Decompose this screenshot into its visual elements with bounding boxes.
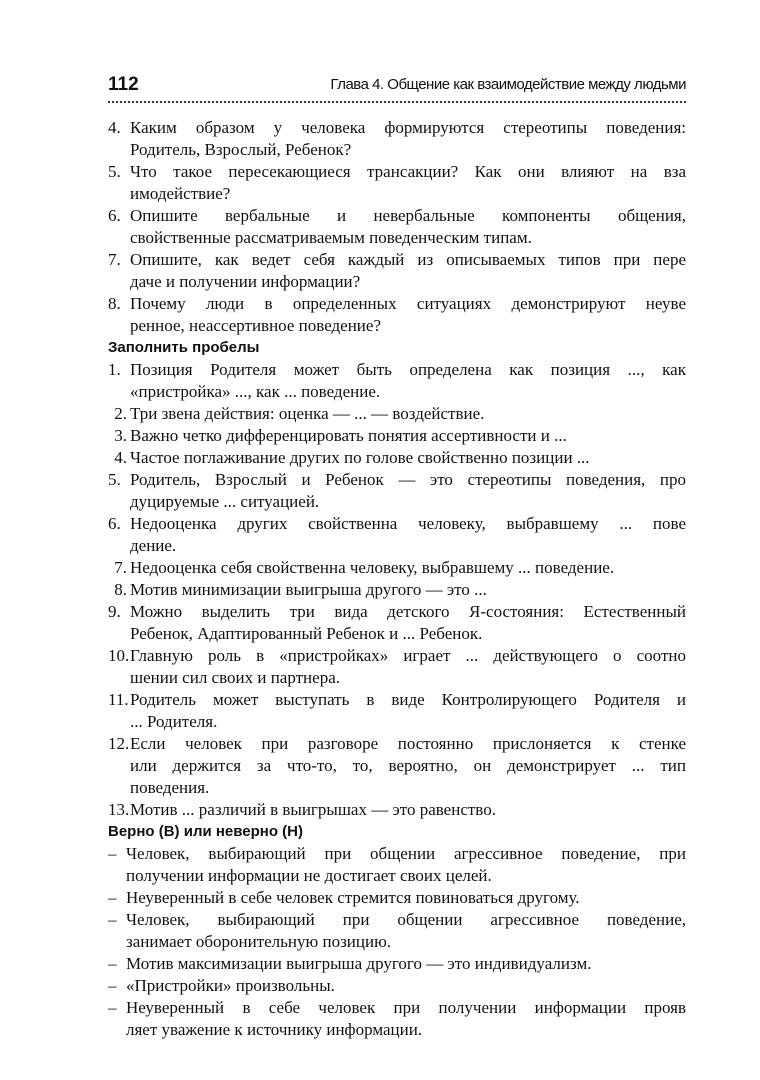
item-line: получении информации не достигает своих целей.: [126, 866, 492, 885]
question-item: [108, 161, 686, 205]
item-number: 12.: [108, 734, 130, 753]
item-number: 9.: [108, 602, 121, 621]
tf-item: [108, 975, 686, 997]
item-number: 4.: [114, 448, 127, 467]
item-number: 1.: [108, 360, 121, 379]
tf-item: [108, 909, 686, 953]
item-line: шении сил своих и партнера.: [130, 668, 340, 687]
section-heading-true-false: Верно (В) или неверно (Н): [108, 823, 303, 840]
gap-item: [108, 557, 686, 579]
item-number: 11.: [108, 690, 129, 709]
gap-item: [108, 359, 686, 403]
item-line: Мотив ... различий в выигрышах — это равенство.: [130, 800, 496, 819]
item-line: Три звена действия: оценка — ... — воздействие.: [130, 404, 485, 423]
item-line: поведения.: [130, 778, 210, 797]
item-line: Можно выделить три вида детского Я-состояния: Естественный: [130, 602, 686, 621]
question-item: [108, 293, 686, 337]
header-divider: [108, 101, 686, 103]
item-number: 10.: [108, 646, 130, 665]
page-header: [108, 74, 686, 98]
gap-item: [108, 601, 686, 645]
gap-item: [108, 579, 686, 601]
item-line: дуцируемые ... ситуацией.: [130, 492, 320, 511]
item-number: 2.: [114, 404, 127, 423]
item-line: Человек, выбирающий при общении агрессивное поведение,: [126, 910, 686, 929]
item-line: занимает оборонительную позицию.: [126, 932, 392, 951]
gap-item: [108, 425, 686, 447]
gap-item: [108, 799, 686, 821]
page-body: [108, 117, 686, 1041]
dash-bullet: –: [108, 844, 117, 863]
item-number: 5.: [108, 162, 121, 181]
item-line: Родитель, Взрослый, Ребенок?: [130, 140, 352, 159]
item-line: Мотив минимизации выигрыша другого — это ...: [130, 580, 487, 599]
gap-item: [108, 513, 686, 557]
item-line: свойственные рассматриваемым поведенческим типам.: [130, 228, 532, 247]
item-line: «Пристройки» произвольны.: [126, 976, 335, 995]
item-number: 7.: [108, 250, 121, 269]
tf-item: [108, 843, 686, 887]
section-heading-fill-gaps: Заполнить пробелы: [108, 339, 260, 356]
item-line: имодействие?: [130, 184, 231, 203]
gap-item: [108, 447, 686, 469]
item-line: Неуверенный в себе человек стремится повиноваться другому.: [126, 888, 580, 907]
page-number: 112: [108, 74, 139, 95]
item-line: Недооценка других свойственна человеку, выбравшему ... пове: [130, 514, 686, 533]
item-line: Каким образом у человека формируются стереотипы поведения:: [130, 118, 686, 137]
item-number: 8.: [108, 294, 121, 313]
running-head: Глава 4. Общение как взаимодействие между людьми: [330, 76, 686, 93]
item-line: Важно четко дифференцировать понятия ассертивности и ...: [130, 426, 567, 445]
item-line: Главную роль в «пристройках» играет ... действующего о соотно: [130, 646, 686, 665]
fill-gaps-list: [108, 359, 686, 821]
gap-item: [108, 469, 686, 513]
item-line: Мотив максимизации выигрыша другого — это индивидуализм.: [126, 954, 592, 973]
item-line: Почему люди в определенных ситуациях демонстрируют неуве: [130, 294, 686, 313]
item-line: Недооценка себя свойственна человеку, выбравшему ... поведение.: [130, 558, 615, 577]
item-line: Ребенок, Адаптированный Ребенок и ... Ребенок.: [130, 624, 483, 643]
item-line: ... Родителя.: [130, 712, 218, 731]
item-line: Если человек при разговоре постоянно прислоняется к стенке: [130, 734, 686, 753]
gap-item: [108, 403, 686, 425]
item-line: Что такое пересекающиеся трансакции? Как они влияют на вза: [130, 162, 686, 181]
item-number: 5.: [108, 470, 121, 489]
item-line: ляет уважение к источнику информации.: [126, 1020, 423, 1039]
item-line: Частое поглаживание других по голове свойственно позиции ...: [130, 448, 590, 467]
dash-bullet: –: [108, 888, 117, 907]
dash-bullet: –: [108, 976, 117, 995]
item-line: Позиция Родителя может быть определена как позиция ..., как: [130, 360, 686, 379]
tf-item: [108, 887, 686, 909]
item-number: 4.: [108, 118, 121, 137]
item-number: 13.: [108, 800, 130, 819]
tf-item: [108, 953, 686, 975]
item-number: 3.: [114, 426, 127, 445]
gap-item: [108, 689, 686, 733]
item-line: Родитель, Взрослый и Ребенок — это стереотипы поведения, про: [130, 470, 686, 489]
item-line: «пристройка» ..., как ... поведение.: [130, 382, 381, 401]
dash-bullet: –: [108, 998, 117, 1017]
dash-bullet: –: [108, 954, 117, 973]
true-false-list: [108, 843, 686, 1041]
item-line: Неуверенный в себе человек при получении информации прояв: [126, 998, 686, 1017]
item-line: Человек, выбирающий при общении агрессивное поведение, при: [126, 844, 686, 863]
item-line: даче и получении информации?: [130, 272, 361, 291]
item-line: ренное, неассертивное поведение?: [130, 316, 381, 335]
item-number: 7.: [114, 558, 127, 577]
item-line: Родитель может выступать в виде Контролирующего Родителя и: [130, 690, 686, 709]
dash-bullet: –: [108, 910, 117, 929]
question-list: [108, 117, 686, 337]
item-number: 6.: [108, 514, 121, 533]
item-line: или держится за что-то, то, вероятно, он демонстрирует ... тип: [130, 756, 686, 775]
item-line: дение.: [130, 536, 177, 555]
item-line: Опишите вербальные и невербальные компоненты общения,: [130, 206, 686, 225]
question-item: [108, 205, 686, 249]
gap-item: [108, 733, 686, 799]
gap-item: [108, 645, 686, 689]
tf-item: [108, 997, 686, 1041]
question-item: [108, 117, 686, 161]
item-number: 8.: [114, 580, 127, 599]
item-line: Опишите, как ведет себя каждый из описываемых типов при пере: [130, 250, 686, 269]
item-number: 6.: [108, 206, 121, 225]
question-item: [108, 249, 686, 293]
